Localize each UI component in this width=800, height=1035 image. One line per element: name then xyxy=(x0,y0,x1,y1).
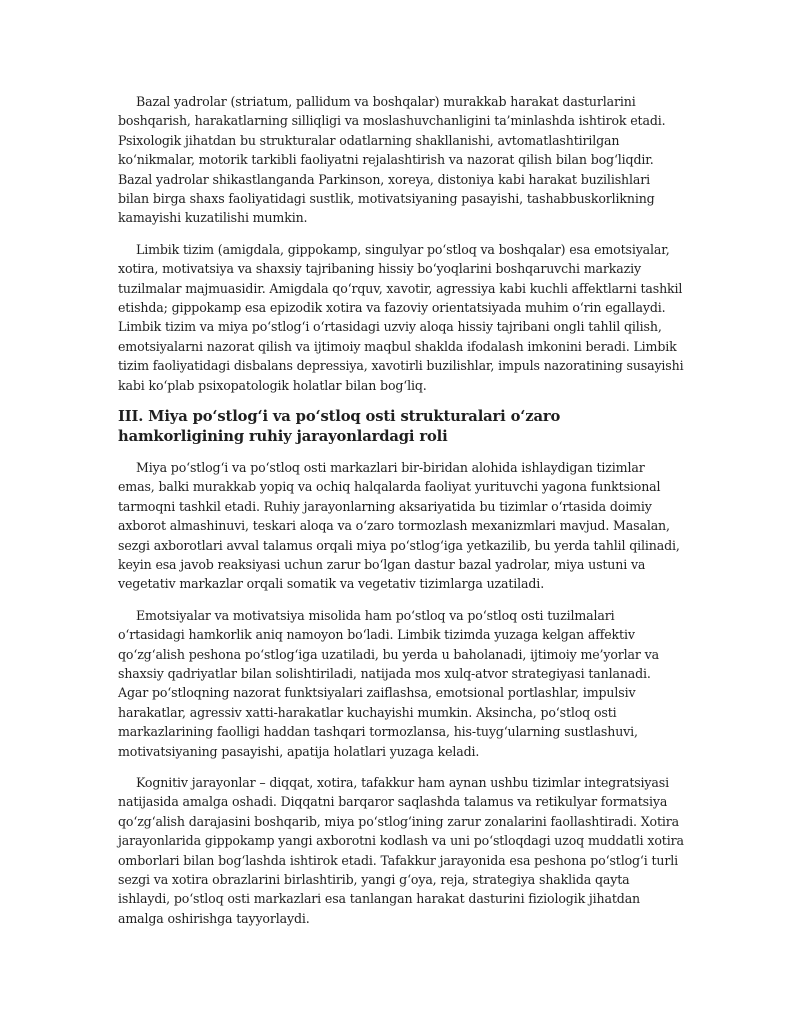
paragraph-cortex-subcortex-network: Miya po‘stlog‘i va po‘stloq osti markazlari bir-biridan alohida ishlaydigan tizimlar emas, balki murakkab yopiq va ochiq halqalarda faoliyat yurituvchi yagona funktsional tarmoqni tashkil etadi. Ruhiy jarayonlarning aksariyatida bu tizimlar o‘rtasida doimiy axborot almashinuvi, teskari aloqa va o‘zaro tormozlash mexanizmlari mavjud. Masalan, sezgi axborotlari avval talamus orqali miya po‘stlog‘iga yetkazilib, bu yerda tahlil qilinadi, keyin esa javob reaksiyasi uchun zarur bo‘lgan dastur bazal yadrolar, miya ustuni va vegetativ markazlar orqali somatik va vegetativ tizimlarga uzatiladi. xyxy=(118,459,680,592)
paragraph-basal-ganglia: Bazal yadrolar (striatum, pallidum va boshqalar) murakkab harakat dasturlarini boshqarish, harakatlarning silliqligi va moslashuvchanligini ta’minlashda ishtirok etadi. Psixologik jihatdan bu strukturalar odatlarning shakllanishi, avtomatlashtirilgan ko‘nikmalar, motorik tarkibli faoliyatni rejalashtirish va nazorat qilish bilan bog‘liqdir. Bazal yadrolar shikastlanganda Parkinson, xoreya, distoniya kabi harakat buzilishlari bilan birga shaxs faoliyatidagi sustlik, motivatsiyaning pasayishi, tashabbuskorlikning kamayishi kuzatilishi mumkin. xyxy=(118,94,666,226)
document-page xyxy=(118,92,684,940)
paragraph-limbic-system: Limbik tizim (amigdala, gippokamp, singulyar po‘stloq va boshqalar) esa emotsiyalar, xotira, motivatsiya va shaxsiy tajribaning hissiy bo‘yoqlarini boshqaruvchi markaziy tuzilmalar majmuasidir. Amigdala qo‘rquv, xavotir, agressiya kabi kuchli affektlarni tashkil etishda; gippokamp esa epizodik xotira va fazoviy orientatsiyada muhim o‘rin egallaydi. Limbik tizim va miya po‘stlog‘i o‘rtasidagi uzviy aloqa hissiy tajribani ongli tahlil qilish, emotsiyalarni nazorat qilish va ijtimoiy maqbul shaklda ifodalash imkonini beradi. Limbik tizim faoliyatidagi disbalans depressiya, xavotirli buzilishlar, impuls nazoratining susayishi kabi ko‘plab psixopatologik holatlar bilan bog‘liq. xyxy=(118,241,684,393)
paragraph-cognitive-processes: Kognitiv jarayonlar – diqqat, xotira, tafakkur ham aynan ushbu tizimlar integratsiyasi natijasida amalga oshadi. Diqqatni barqaror saqlashda talamus va retikulyar formatsiya qo‘zg‘alish darajasini boshqarib, miya po‘stlog‘ining zarur zonalarini faollashtiradi. Xotira jarayonlarida gippokamp yangi axborotni kodlash va uni po‘stloqdagi uzoq muddatli xotira omborlari bilan bog‘lashda ishtirok etadi. Tafakkur jarayonida esa peshona po‘stlog‘i turli sezgi va xotira obrazlarini birlashtirib, yangi g‘oya, reja, strategiya shaklida qayta ishlaydi, po‘stloq osti markazlari esa tanlangan harakat dasturini fiziologik jihatdan amalga oshirishga tayyorlaydi. xyxy=(118,775,684,926)
paragraph-emotion-motivation: Emotsiyalar va motivatsiya misolida ham po‘stloq va po‘stloq osti tuzilmalari o‘rtasidagi hamkorlik aniq namoyon bo‘ladi. Limbik tizimda yuzaga kelgan affektiv qo‘zg‘alish peshona po‘stlog‘iga uzatiladi, bu yerda u baholanadi, ijtimoiy me’yorlar va shaxsiy qadriyatlar bilan solishtiriladi, natijada mos xulq-atvor strategiyasi tanlanadi. Agar po‘stloqning nazorat funktsiyalari zaiflashsa, emotsional portlashlar, impulsiv harakatlar, agressiv xatti-harakatlar kuchayishi mumkin. Aksincha, po‘stloq osti markazlarining faolligi haddan tashqari tormozlansa, his-tuyg‘ularning sustlashuvi, motivatsiyaning pasayishi, apatija holatlari yuzaga keladi. xyxy=(118,607,659,759)
section-heading: III. Miya po‘stlog‘i va po‘stloq osti strukturalari o‘zaro hamkorligining ruhiy jarayonlardagi roli xyxy=(118,408,561,445)
